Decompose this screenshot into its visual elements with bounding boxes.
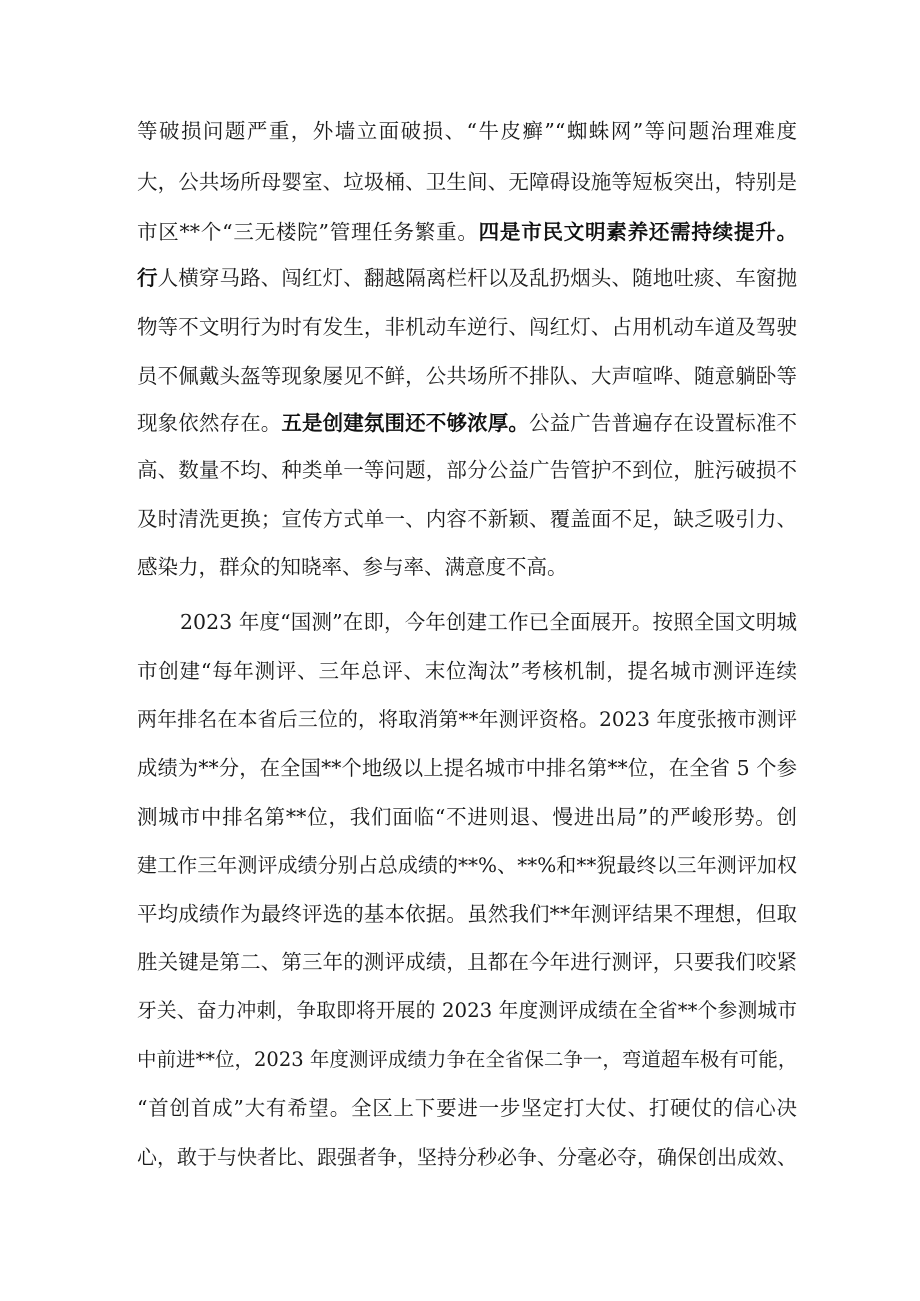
bold-heading-civility: 四是市民文明素养还需持续提升。	[478, 220, 797, 244]
text-line	[137, 210, 797, 254]
text-line: 物等不文明行为时有发生，非机动车逆行、闯红灯、占用机动车道及驾驶	[137, 315, 797, 339]
text-line: 中前进**位，2023 年度测评成绩力争在全省保二争一，弯道超车极有可能，	[137, 1048, 798, 1071]
text-line: 测城市中排名第**位，我们面临“不进则退、慢进出局”的严峻形势。创	[137, 805, 797, 829]
text-line: 胜关键是第二、第三年的测评成绩，且都在今年进行测评，只要我们咬紧	[137, 950, 797, 974]
text-line: 建工作三年测评成绩分别占总成绩的**%、**%和**猊最终以三年测评加权	[137, 853, 797, 877]
text-line: 员不佩戴头盔等现象屡见不鲜，公共场所不排队、大声喧哗、随意躺卧等	[137, 364, 797, 388]
text-line: 感染力，群众的知晓率、参与率、满意度不高。	[137, 555, 568, 579]
text-line: 两年排名在本省后三位的，将取消第**年测评资格。2023 年度张掖市测评	[137, 707, 797, 731]
text-line: 牙关、奋力冲刺，争取即将开展的 2023 年度测评成绩在全省**个参测城市	[137, 999, 797, 1022]
bold-heading-continuation: 行	[137, 266, 158, 290]
text-line	[137, 401, 797, 445]
text-span: 人横穿马路、闯红灯、翻越隔离栏杆以及乱扔烟头、随地吐痰、车窗抛	[157, 266, 798, 290]
text-span: 现象依然存在。	[137, 411, 282, 435]
text-line: 心，敢于与快者比、跟强者争，坚持分秒必争、分毫必夺，确保创出成效、	[137, 1145, 797, 1169]
text-line: 高、数量不均、种类单一等问题，部分公益广告管护不到位，脏污破损不	[137, 458, 797, 482]
text-line: 成绩为**分，在全国**个地级以上提名城市中排名第**位，在全省 5 个参	[137, 756, 797, 780]
text-line: 大，公共场所母婴室、垃圾桶、卫生间、无障碍设施等短板突出，特别是	[137, 170, 797, 194]
text-line: 及时清洗更换；宣传方式单一、内容不新颖、覆盖面不足，缺乏吸引力、	[137, 507, 797, 531]
text-line: “首创首成”大有希望。全区上下要进一步坚定打大仗、打硬仗的信心决	[137, 1096, 797, 1120]
text-line: 等破损问题严重，外墙立面破损、“牛皮癣”“蜘蛛网”等问题治理难度	[137, 119, 797, 143]
bold-heading-atmosphere: 五是创建氛围还不够浓厚。	[281, 411, 529, 435]
text-span: 市区**个“三无楼院”管理任务繁重。	[137, 220, 479, 244]
text-span: 公益广告普遍存在设置标准不	[528, 411, 798, 435]
text-line	[137, 256, 797, 300]
text-line: 2023 年度“国测”在即，今年创建工作已全面展开。按照全国文明城	[180, 610, 797, 634]
text-line: 平均成绩作为最终评选的基本依据。虽然我们**年测评结果不理想，但取	[137, 902, 797, 926]
text-line: 市创建“每年测评、三年总评、末位淘汰”考核机制，提名城市测评连续	[137, 659, 797, 683]
